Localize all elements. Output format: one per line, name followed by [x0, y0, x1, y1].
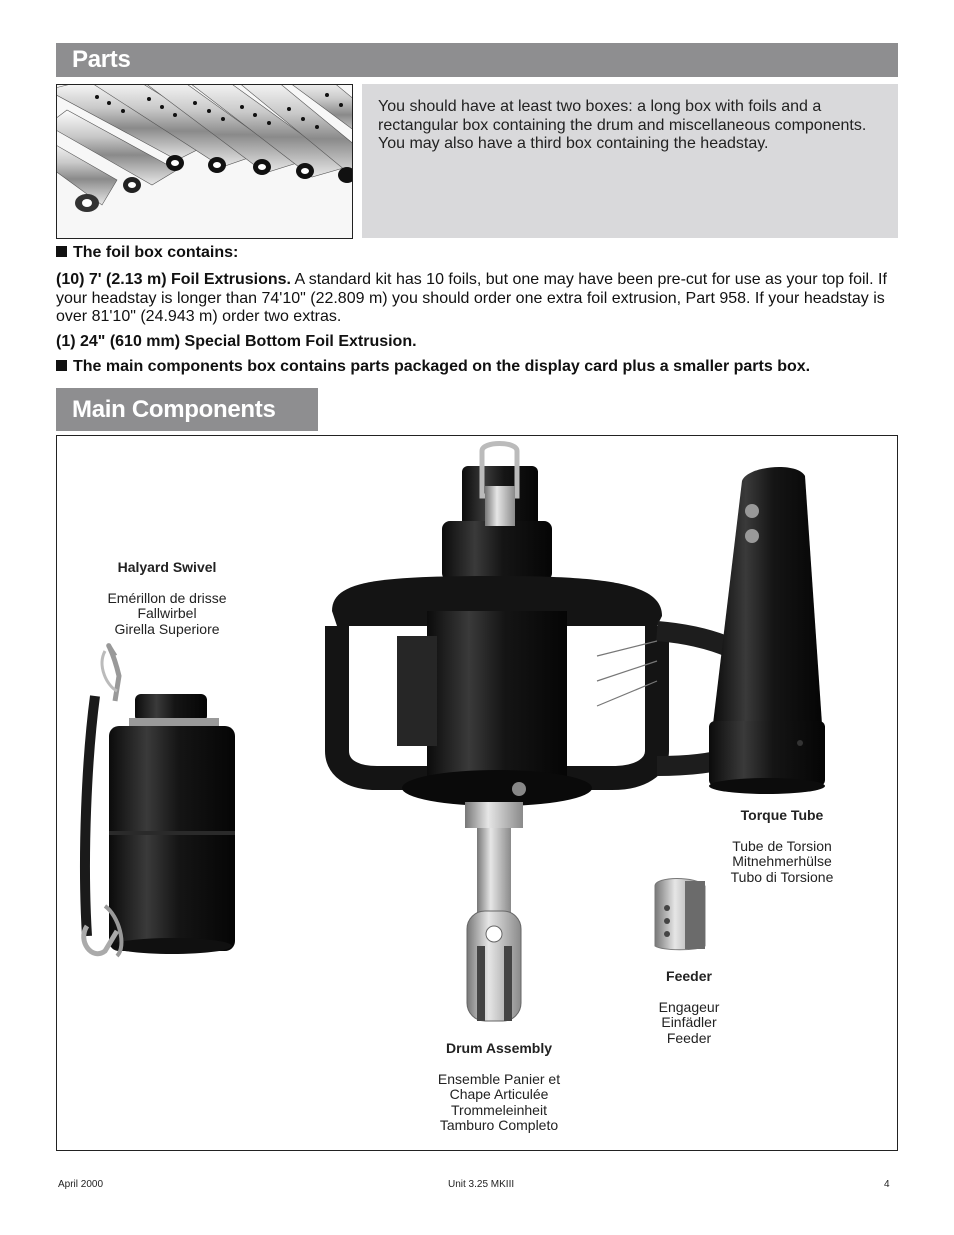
feeder-fr: Engageur: [658, 998, 720, 1015]
torque-tube-caption: [707, 808, 857, 885]
torque-tube-image: [709, 467, 825, 794]
foil-box-heading: [56, 244, 898, 263]
main-components-panel: [56, 435, 898, 1151]
intro-text: You should have at least two boxes: a long box with foils and a rectangular box containing the drum and miscellaneous components. You may also have a third box containing the headstay.: [378, 98, 867, 152]
halyard-swivel-caption: [87, 560, 247, 637]
bottom-foil-paragraph: [56, 333, 898, 352]
halyard-swivel-title: Halyard Swivel: [117, 559, 217, 575]
drum-assembly-fr2: Chape Articulée: [449, 1086, 549, 1102]
drum-assembly-title: Drum Assembly: [445, 1040, 553, 1056]
halyard-swivel-it: Girella Superiore: [114, 620, 220, 637]
feeder-de: Einfädler: [661, 1014, 717, 1030]
foil-extrusions-text: A standard kit has 10 foils, but one may have been pre-cut for use as your top foil. If your headstay is longer than 74'10" (22.809 m) you should order one extra foil extrusion, Part 958. If your headstay is over 81'10" (24.943 m) order two extras.: [56, 271, 887, 325]
parts-title: Parts: [72, 46, 131, 73]
halyard-swivel-fr: Emérillon de drisse: [107, 589, 227, 606]
square-bullet-icon: [56, 246, 67, 257]
intro-box: [362, 84, 898, 238]
foil-extrusions-bold: (10) 7' (2.13 m) Foil Extrusions.: [56, 271, 291, 288]
main-box-text: The main components box contains parts packaged on the display card plus a smaller parts box.: [73, 358, 811, 375]
main-components-header: [56, 388, 318, 431]
drum-assembly-caption: [419, 1041, 579, 1134]
torque-tube-title: Torque Tube: [740, 807, 824, 823]
halyard-swivel-image: [84, 646, 235, 956]
bottom-foil-bold: (1) 24" (610 mm) Special Bottom Foil Extrusion.: [56, 333, 417, 350]
main-box-paragraph: [56, 358, 898, 377]
foil-extrusions-image: [57, 85, 353, 239]
feeder-title: Feeder: [666, 968, 712, 984]
parts-section-header: [56, 43, 898, 77]
torque-tube-de: Mitnehmerhülse: [732, 853, 832, 869]
drum-assembly-de: Trommeleinheit: [451, 1101, 547, 1118]
feeder-it: Feeder: [666, 1029, 712, 1046]
drum-assembly-fr: Ensemble Panier et: [437, 1070, 561, 1087]
feeder-image: [655, 879, 705, 950]
torque-tube-fr: Tube de Torsion: [732, 837, 832, 854]
torque-tube-it: Tubo di Torsione: [730, 868, 834, 885]
footer-date: April 2000: [58, 1179, 104, 1190]
footer-unit: Unit 3.25 MKIII: [448, 1179, 515, 1190]
square-bullet-icon: [56, 360, 67, 371]
main-components-title: Main Components: [72, 395, 276, 423]
foil-extrusions-photo: [56, 84, 353, 239]
drum-assembly-it: Tamburo Completo: [439, 1117, 559, 1133]
halyard-swivel-de: Fallwirbel: [137, 605, 197, 621]
feeder-caption: [629, 969, 749, 1046]
footer-page-number: 4: [884, 1179, 890, 1190]
foil-extrusions-paragraph: [56, 271, 898, 327]
foil-box-heading-text: The foil box contains:: [73, 244, 239, 261]
